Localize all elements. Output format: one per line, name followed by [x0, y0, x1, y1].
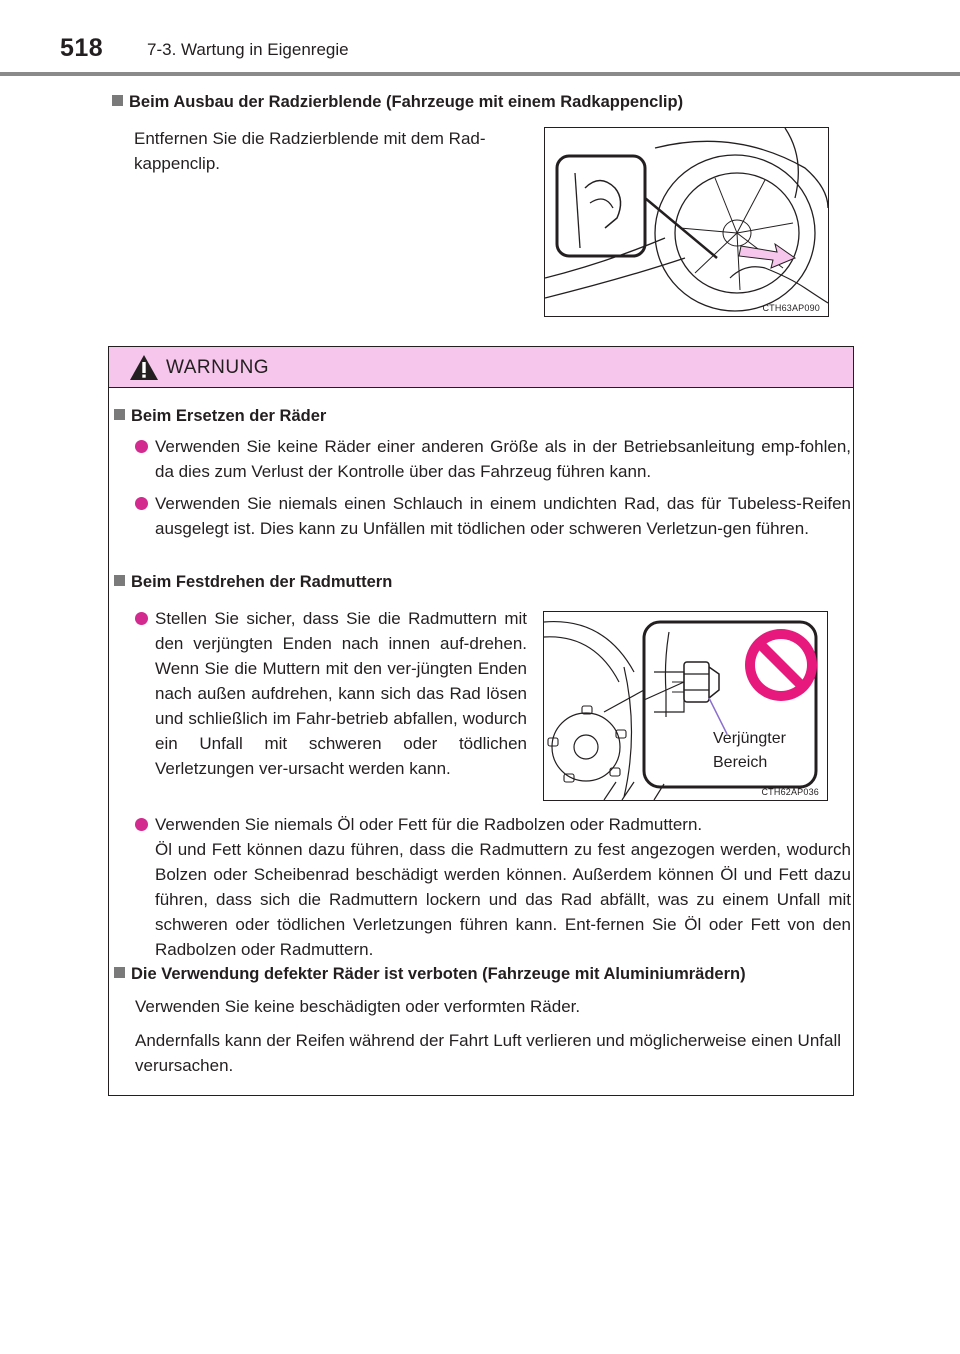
warning-title: WARNUNG [166, 357, 270, 378]
defective-wheels-text-1: Verwenden Sie keine beschädigten oder verformten Räder. [135, 997, 581, 1016]
square-bullet-icon [114, 409, 125, 420]
figure-code: CTH63AP090 [762, 303, 820, 313]
tapered-area-label: Verjüngter Bereich [713, 730, 786, 771]
header-rule [0, 72, 960, 76]
warning-box [108, 346, 854, 1096]
defective-wheels-text-2: Andernfalls kann der Reifen während der Fahrt Luft verlieren und möglicherweise einen Unfall verursachen. [135, 1031, 841, 1075]
hubcap-removal-figure [544, 127, 829, 317]
bullet-dot-icon [135, 818, 148, 831]
lug-nut-figure [543, 611, 828, 801]
figure-code: CTH62AP036 [761, 787, 819, 797]
bullet-inner-tube: Verwenden Sie niemals einen Schlauch in einem undichten Rad, das für Tubeless-Reifen ausgelegt ist. Dies kann zu Unfällen mit tödlichen oder schweren Verletzun-gen führen. [135, 491, 851, 567]
warning-header [109, 347, 853, 388]
square-bullet-icon [112, 95, 123, 106]
section-title: 7-3. Wartung in Eigenregie [147, 40, 349, 59]
bullet-wheel-size: Verwenden Sie keine Räder einer anderen Größe als in der Betriebsanleitung emp-fohlen, da dies zum Verlust der Kontrolle über das Fahrzeug führen kann. [135, 434, 851, 486]
oil-grease-explanation: Öl und Fett können dazu führen, dass die Radmuttern zu fest angezogen werden, wodurch Bolzen oder Scheibenrad beschädigt werden können. Außerdem können Öl und Fett dazu führen, dass sich die Radmuttern lockern und das Rad abfällt, was zu einem Unfall mit schweren oder tödlichen Verletzungen führen kann. Ent-fernen Sie Öl oder Fett von den Radbolzen oder Radmuttern. [155, 840, 851, 959]
bullet-dot-icon [135, 497, 148, 510]
hubcap-removal-illustration [545, 128, 828, 316]
page-number: 518 [60, 34, 104, 62]
hubcap-text: Entfernen Sie die Radzierblende mit dem Rad-kappenclip. [134, 129, 486, 173]
warning-heading-lug-nuts: Beim Festdrehen der Radmuttern [114, 573, 392, 592]
warning-heading-wheel-replacement: Beim Ersetzen der Räder [114, 407, 326, 426]
bullet-dot-icon [135, 612, 148, 625]
warning-triangle-icon [129, 354, 159, 381]
bullet-tapered-ends: Stellen Sie sicher, dass Sie die Radmuttern mit den verjüngten Enden nach innen auf-drehen. Wenn Sie die Muttern mit den ver-jüngten Enden nach außen aufdrehen, kann sich das Rad lösen und schließlich im Fahr-betrieb abfallen, wodurch ein Unfall mit schweren oder tödlichen Verletzungen ver-ursacht werden kann. [135, 606, 527, 802]
prohibition-icon [745, 629, 817, 701]
bullet-dot-icon [135, 440, 148, 453]
bullet-no-oil: Verwenden Sie niemals Öl oder Fett für die Radbolzen oder Radmuttern. [135, 812, 851, 837]
warning-heading-defective-wheels: Die Verwendung defekter Räder ist verboten (Fahrzeuge mit Aluminiumrädern) [114, 965, 746, 984]
square-bullet-icon [114, 967, 125, 978]
square-bullet-icon [114, 575, 125, 586]
hubcap-heading: Beim Ausbau der Radzierblende (Fahrzeuge mit einem Radkappenclip) [112, 93, 683, 112]
